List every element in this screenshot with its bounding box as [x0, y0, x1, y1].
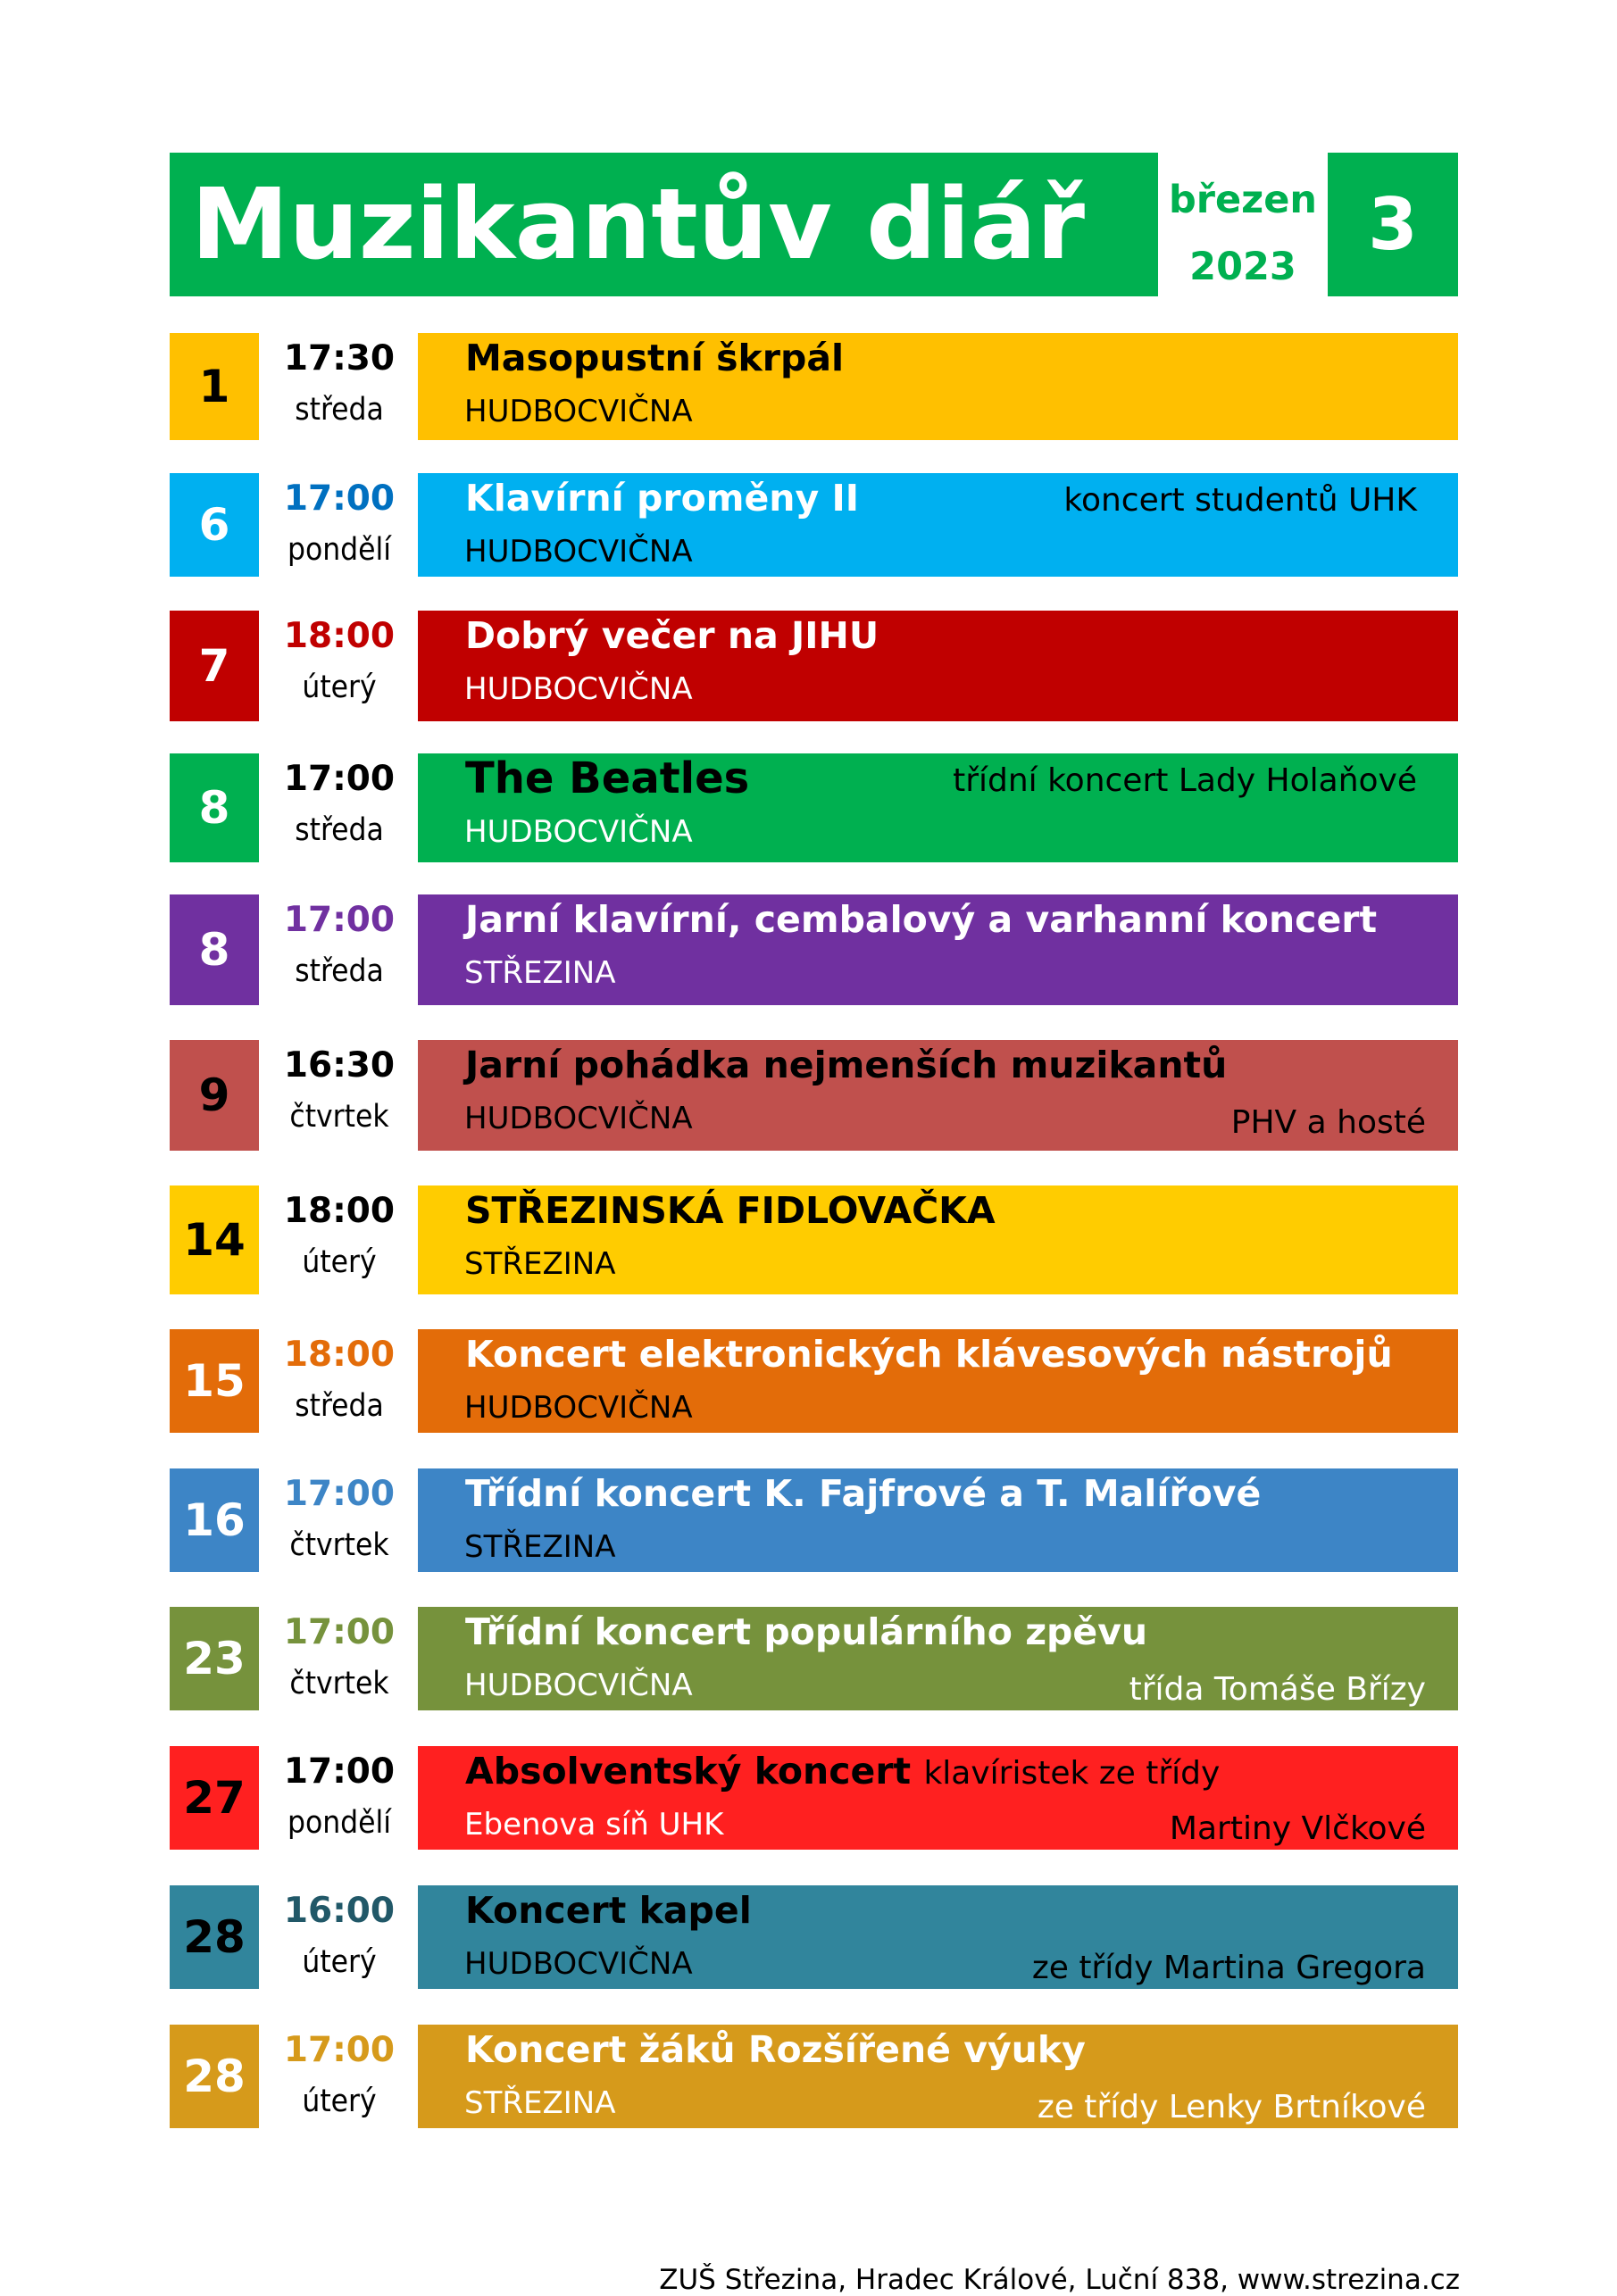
event-weekday: čtvrtek: [289, 1527, 389, 1563]
event-weekday: středa: [295, 1388, 384, 1424]
event-weekday: pondělí: [287, 532, 392, 568]
event-venue: HUDBOCVIČNA: [464, 1668, 693, 1703]
event-bar: [418, 1185, 1458, 1294]
event-title-text: Masopustní škrpál: [465, 337, 845, 379]
event-time: 17:00: [283, 759, 396, 799]
event-note: třídní koncert Lady Holaňové: [953, 762, 1417, 799]
event-title-suffix: klavíristek ze třídy: [923, 1755, 1221, 1792]
event-weekday: středa: [295, 812, 384, 848]
event-weekday: středa: [295, 392, 384, 428]
event-time: 17:00: [283, 1751, 396, 1792]
event-day: 9: [170, 1040, 259, 1151]
event-weekday: pondělí: [287, 1805, 392, 1841]
event-title: [465, 753, 749, 803]
event-bar: [418, 1040, 1458, 1151]
event-title: [465, 1044, 1227, 1086]
event-venue: HUDBOCVIČNA: [464, 1390, 693, 1426]
event-day: 15: [170, 1329, 259, 1433]
event-title: [465, 614, 879, 657]
event-weekday: úterý: [302, 2084, 377, 2119]
event-time: 17:30: [283, 338, 396, 379]
event-title: [465, 1750, 1220, 1793]
event-note: třída Tomáše Břízy: [1129, 1671, 1426, 1708]
event-time: 17:00: [283, 900, 396, 940]
event-time: 16:30: [283, 1045, 396, 1086]
event-time: 18:00: [283, 1191, 396, 1231]
event-venue: STŘEZINA: [464, 1246, 616, 1282]
event-title: [465, 1610, 1147, 1653]
event-venue: Ebenova síň UHK: [464, 1807, 724, 1843]
event-note: PHV a hosté: [1230, 1104, 1426, 1141]
event-weekday: čtvrtek: [289, 1666, 389, 1701]
event-row: [170, 611, 1458, 721]
event-title-text: Koncert kapel: [465, 1889, 752, 1932]
event-day: 8: [170, 753, 259, 862]
event-row: [170, 1040, 1458, 1151]
event-title-text: Dobrý večer na JIHU: [465, 614, 879, 657]
event-day: 1: [170, 333, 259, 440]
event-venue: HUDBOCVIČNA: [464, 394, 693, 429]
event-title: [465, 1472, 1261, 1515]
footer-address: ZUŠ Střezina, Hradec Králové, Luční 838, www.strezina.cz: [659, 2264, 1460, 2296]
event-row: [170, 894, 1458, 1005]
event-row: [170, 1607, 1458, 1710]
event-row: [170, 1468, 1458, 1572]
event-title-text: Absolventský koncert: [465, 1750, 912, 1793]
event-row: [170, 1885, 1458, 1989]
event-note: ze třídy Lenky Brtníkové: [1037, 2089, 1426, 2125]
event-time: 17:00: [283, 1612, 396, 1652]
event-title-text: STŘEZINSKÁ FIDLOVAČKA: [465, 1189, 996, 1232]
page-title: Muzikantův diář: [170, 153, 1158, 296]
event-day: 14: [170, 1185, 259, 1294]
event-title-text: Koncert elektronických klávesových nástrojů: [465, 1333, 1393, 1376]
event-bar: [418, 1329, 1458, 1433]
event-title-text: Třídní koncert K. Fajfrové a T. Malířové: [465, 1472, 1262, 1515]
month-block: [1158, 153, 1328, 296]
event-day: 27: [170, 1746, 259, 1850]
event-row: [170, 753, 1458, 862]
event-title: [465, 1333, 1393, 1376]
event-time: 17:00: [283, 478, 396, 519]
event-title: [465, 337, 844, 379]
event-venue: STŘEZINA: [464, 1529, 616, 1565]
event-row: [170, 473, 1458, 577]
event-weekday: úterý: [302, 670, 377, 705]
event-note: ze třídy Martina Gregora: [1031, 1950, 1426, 1986]
event-title: [465, 898, 1377, 941]
event-note: Martiny Vlčkové: [1169, 1810, 1426, 1847]
event-time: 18:00: [283, 616, 396, 656]
event-day: 16: [170, 1468, 259, 1572]
event-title-text: Klavírní proměny II: [465, 477, 859, 520]
event-venue: HUDBOCVIČNA: [464, 814, 693, 850]
event-day: 23: [170, 1607, 259, 1710]
event-day: 7: [170, 611, 259, 721]
event-venue: HUDBOCVIČNA: [464, 534, 693, 570]
event-title: [465, 2028, 1086, 2071]
event-row: [170, 1185, 1458, 1294]
event-bar: [418, 2025, 1458, 2128]
event-title-text: Třídní koncert populárního zpěvu: [465, 1610, 1148, 1653]
event-day: 28: [170, 2025, 259, 2128]
event-day: 6: [170, 473, 259, 577]
event-venue: STŘEZINA: [464, 2085, 616, 2121]
event-bar: [418, 1746, 1458, 1850]
event-time: 17:00: [283, 1474, 396, 1514]
event-bar: [418, 473, 1458, 577]
event-title-text: The Beatles: [465, 753, 750, 803]
event-title: [465, 477, 859, 520]
event-venue: HUDBOCVIČNA: [464, 1946, 693, 1982]
year-label: 2023: [1189, 245, 1296, 289]
event-bar: [418, 611, 1458, 721]
month-number-badge: 3: [1328, 153, 1458, 296]
event-venue: HUDBOCVIČNA: [464, 671, 693, 707]
event-day: 8: [170, 894, 259, 1005]
event-row: [170, 1329, 1458, 1433]
event-row: [170, 1746, 1458, 1850]
event-bar: [418, 1607, 1458, 1710]
event-row: [170, 333, 1458, 440]
event-bar: [418, 894, 1458, 1005]
event-venue: HUDBOCVIČNA: [464, 1101, 693, 1136]
event-weekday: středa: [295, 953, 384, 989]
event-bar: [418, 1885, 1458, 1989]
event-title: [465, 1889, 752, 1932]
event-row: [170, 2025, 1458, 2128]
month-label: březen: [1169, 178, 1317, 222]
event-time: 17:00: [283, 2030, 396, 2070]
event-bar: [418, 333, 1458, 440]
event-note: koncert studentů UHK: [1063, 482, 1417, 519]
event-day: 28: [170, 1885, 259, 1989]
event-title-text: Koncert žáků Rozšířené výuky: [465, 2028, 1086, 2071]
event-time: 16:00: [283, 1891, 396, 1931]
event-time: 18:00: [283, 1335, 396, 1375]
event-venue: STŘEZINA: [464, 955, 616, 991]
event-weekday: čtvrtek: [289, 1099, 389, 1135]
event-weekday: úterý: [302, 1244, 377, 1280]
event-title: [465, 1189, 996, 1232]
event-bar: [418, 1468, 1458, 1572]
event-weekday: úterý: [302, 1944, 377, 1980]
event-title-text: Jarní pohádka nejmenších muzikantů: [465, 1044, 1228, 1086]
event-title-text: Jarní klavírní, cembalový a varhanní koncert: [465, 898, 1378, 941]
event-bar: [418, 753, 1458, 862]
